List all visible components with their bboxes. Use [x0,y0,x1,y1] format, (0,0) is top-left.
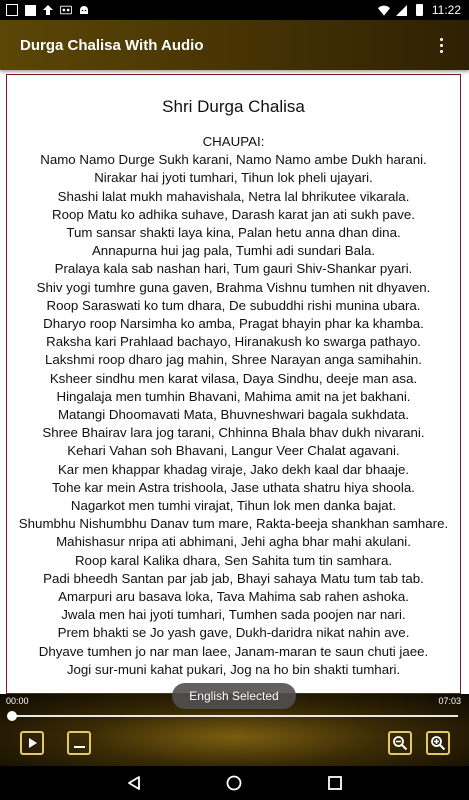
lyric-line: Matangi Dhoomavati Mata, Bhuvneshwari bagala sukhdata. [57,407,410,423]
status-bar [0,0,469,20]
lyric-line: Mahishasur nripa ati abhimani, Jehi agha bhar mahi akulani. [56,534,411,550]
seek-bar[interactable] [12,715,458,717]
notification-square-icon [6,4,18,16]
lyric-line: Roop karal Kalika dhara, Sen Sahita tum tin samhara. [74,552,393,568]
lyric-line: Raksha kari Prahlaad bachayo, Hiranakush ko swarga pathayo. [46,334,421,350]
lyric-line: CHAUPAI: [202,134,265,149]
lyric-line: Annapurna hui jag pala, Tumhi adi sundari Bala. [91,243,376,259]
toast-message: English Selected [172,683,296,709]
status-bar-notifications [0,4,90,16]
lyric-line: Roop Saraswati ko tum dhara, De subuddhi rishi munina ubara. [46,297,421,313]
zoom-in-icon [430,735,446,751]
stop-button[interactable] [67,731,91,755]
battery-icon [414,4,426,16]
lyric-line: Nagarkot men tumhi virajat, Tihun lok men danka bajat. [70,498,397,514]
zoom-out-icon [392,735,408,751]
home-icon[interactable] [224,773,244,793]
page-title: Shri Durga Chalisa [162,97,305,116]
overflow-menu-icon[interactable] [429,33,453,57]
image-icon [24,4,36,16]
lyric-line: Shree Bhairav lara jog tarani, Chhinna Bhala bhav dukh nivarani. [42,425,425,441]
lyric-line: Kehari Vahan soh Bhavani, Langur Veer Chalat agavani. [67,443,400,459]
lyric-line: Amarpuri aru basava loka, Tava Mahima sab rahen ashoka. [58,589,409,605]
lyric-line: Tohe kar mein Astra trishoola, Jase uthata shatru hiya shoola. [52,479,415,495]
status-bar-system [378,3,469,17]
zoom-in-button[interactable] [426,731,450,755]
lyric-line: Lakshmi roop dharo jag mahin, Shree Narayan anga samihahin. [45,352,422,368]
lyric-line: Roop Matu ko adhika suhave, Darash karat jan ati sukh pave. [52,206,415,222]
lyric-line: Prem bhakti se Jo yash gave, Dukh-daridra nikat nahin ave. [57,625,410,641]
play-icon [29,738,37,748]
current-time: 00:00 [6,696,29,706]
play-button[interactable] [20,731,44,755]
lyric-line: Ksheer sindhu men karat vilasa, Daya Sindhu, deeje man asa. [49,370,418,386]
lyrics-text [7,133,460,679]
stop-icon [74,746,85,748]
lyric-line: Pralaya kala sab nashan hari, Tum gauri Shiv-Shankar pyari. [54,261,413,277]
lyrics-frame[interactable] [6,74,461,694]
lyric-line: Shashi lalat mukh mahavishala, Netra lal bhrikutee vikarala. [57,188,410,204]
back-icon[interactable] [124,773,144,793]
lyric-line: Dhyave tumhen jo nar man laee, Janam-maran te saun chuti jaee. [38,643,429,659]
seek-handle[interactable] [7,711,17,721]
lyric-line: Tum sansar shakti laya kina, Palan hetu anna dhan dina. [66,225,401,241]
lyric-line: Shumbhu Nishumbhu Danav tum mare, Rakta-beeja shankhan samhare. [18,516,449,532]
app-title: Durga Chalisa With Audio [20,36,204,54]
status-time: 11:22 [431,3,461,17]
lyric-line: Jwala men hai jyoti tumhari, Tumhen sada poojen nar nari. [61,607,406,623]
navigation-bar [0,766,469,800]
wifi-icon [378,4,390,16]
lyric-line: Hingalaja men tumhin Bhavani, Mahima amit na jet bakhani. [56,388,411,404]
recents-icon[interactable] [325,773,345,793]
lyric-line: Namo Namo Durge Sukh karani, Namo Namo ambe Dukh harani. [40,152,427,168]
cassette-icon [60,4,72,16]
android-icon [78,4,90,16]
total-time: 07:03 [438,696,461,706]
lyric-line: Kar men khappar khadag viraje, Jako dekh kaal dar bhaaje. [57,461,410,477]
signal-icon [396,4,408,16]
lyric-line: Jogi sur-muni kahat pukari, Jog na ho bin shakti tumhari. [66,661,401,677]
zoom-out-button[interactable] [388,731,412,755]
app-bar [0,20,469,70]
lyric-line: Nirakar hai jyoti tumhari, Tihun lok pheli ujayari. [94,170,373,186]
lyric-line: Padi bheedh Santan par jab jab, Bhayi sahaya Matu tum tab tab. [43,570,424,586]
upload-icon [42,4,54,16]
lyric-line: Shiv yogi tumhre guna gaven, Brahma Vishnu tumhen nit dhyaven. [36,279,431,295]
lyric-line: Dharyo roop Narsimha ko amba, Pragat bhayin phar ka khamba. [43,316,424,332]
